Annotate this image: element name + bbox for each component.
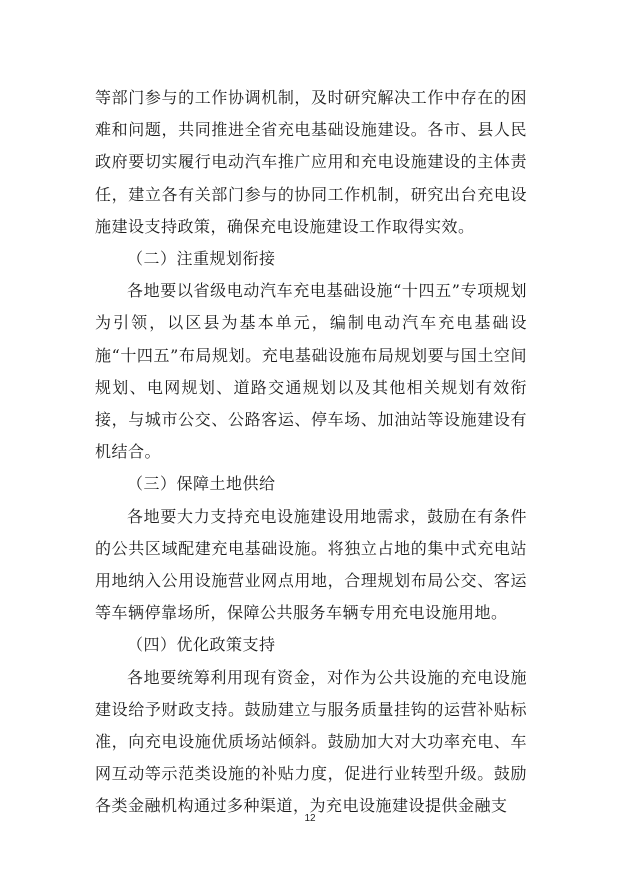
section-heading-2: （二）注重规划衔接 bbox=[127, 249, 276, 269]
document-body bbox=[95, 82, 527, 823]
section-heading-3: （三）保障土地供给 bbox=[127, 474, 276, 494]
paragraph-2: 各地要以省级电动汽车充电基础设施“十四五”专项规划为引领，以区县为基本单元，编制电动汽车充电基础设施“十四五”布局规划。充电基础设施布局规划要与国土空间规划、电网规划、道路交通规划以及其他相关规划有效衔接，与城市公交、公路客运、停车场、加油站等设施建设有机结合。 bbox=[95, 281, 527, 462]
paragraph-3: 各地要大力支持充电设施建设用地需求，鼓励在有条件的公共区域配建充电基础设施。将独立占地的集中式充电站用地纳入公用设施营业网点用地，合理规划布局公交、客运等车辆停靠场所，保障公共服务车辆专用充电设施用地。 bbox=[95, 506, 527, 623]
paragraph-4: 各地要统筹利用现有资金，对作为公共设施的充电设施建设给予财政支持。鼓励建立与服务质量挂钩的运营补贴标准，向充电设施优质场站倾斜。鼓励加大对大功率充电、车网互动等示范类设施的补贴力度，促进行业转型升级。鼓励各类金融机构通过多种渠道，为充电设施建设提供金融支 bbox=[95, 667, 527, 816]
section-heading-4: （四）优化政策支持 bbox=[127, 635, 276, 655]
page-number: 12 bbox=[304, 813, 316, 824]
paragraph-1: 等部门参与的工作协调机制，及时研究解决工作中存在的困难和问题，共同推进全省充电基础设施建设。各市、县人民政府要切实履行电动汽车推广应用和充电设施建设的主体责任，建立各有关部门参与的协同工作机制，研究出台充电设施建设支持政策，确保充电设施建设工作取得实效。 bbox=[95, 88, 527, 236]
